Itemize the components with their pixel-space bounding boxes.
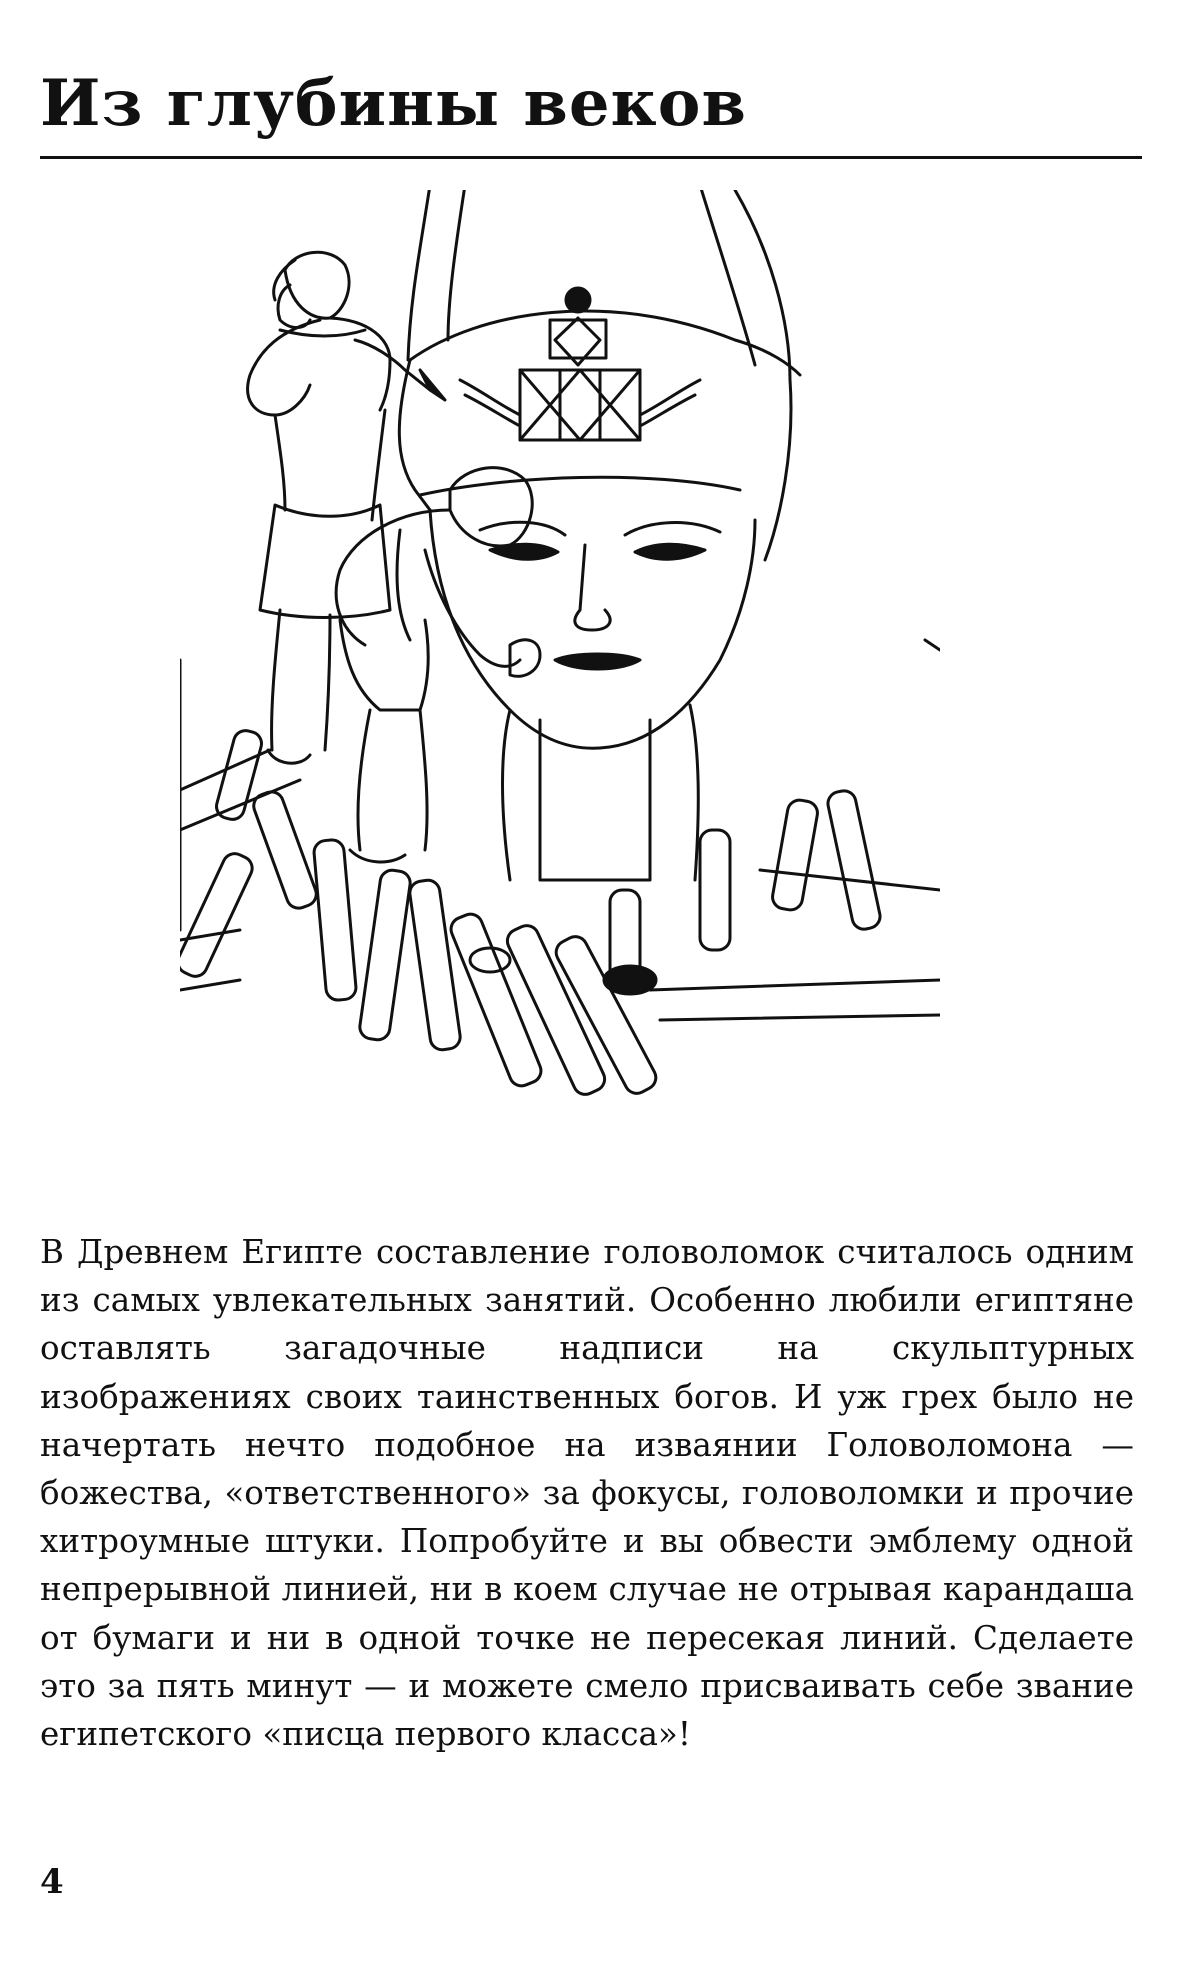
log-pile: [180, 640, 940, 1098]
sculptor-bending: [336, 468, 540, 862]
page-title: Из глубины веков: [40, 66, 747, 141]
pharaoh-head-sculpture: [399, 190, 800, 880]
body-paragraph: В Древнем Египте составление головоломок считалось одним из самых увлекательных занятий. Особенно любили египтяне оставлять загадочные надписи на скульптурных изображениях своих таинственных богов. И уж грех было не начертать нечто подобное на изваянии Головоломона — божества, «ответственного» за фокусы, головоломки и прочие хитроумные штуки. Попробуйте и вы обвести эмблему одной непрерывной линией, ни в коем случае не отрывая карандаша от бумаги и ни в одной точке не пересекая линий. Сделаете это за пять минут — и можете смело присваивать себе звание египетского «писца первого класса»!: [40, 1233, 1134, 1754]
sculptor-standing: [248, 252, 445, 763]
egyptian-sculptors-illustration: [180, 190, 940, 1180]
title-rule: [40, 156, 1142, 159]
page-number: 4: [40, 1862, 64, 1902]
